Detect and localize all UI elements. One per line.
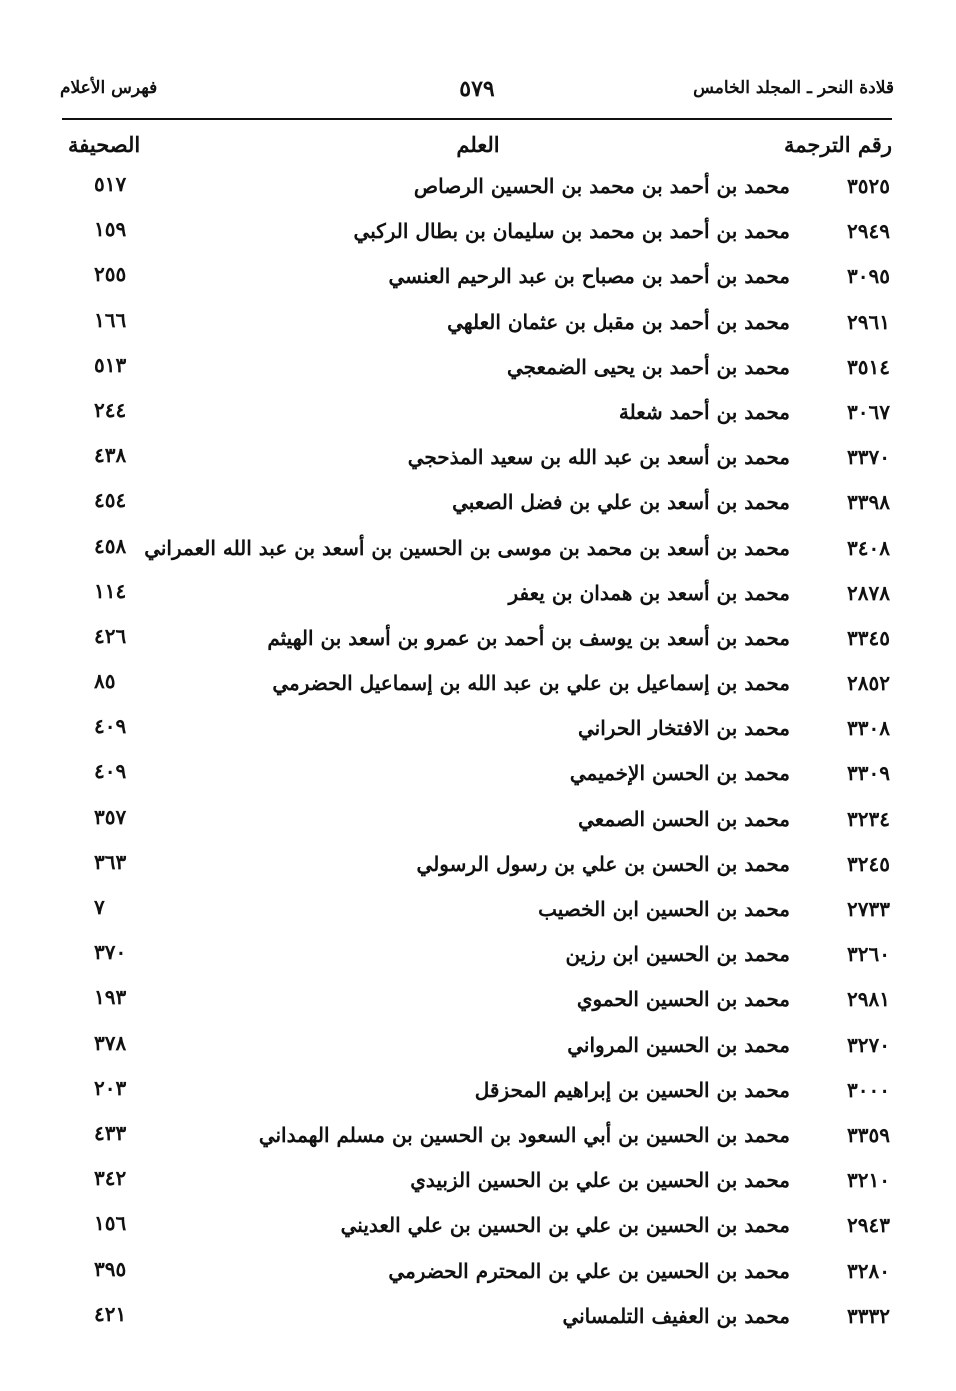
entry-name: محمد بن العفيف التلمساني <box>562 1303 790 1328</box>
index-row <box>0 804 956 852</box>
entry-number: ٣٢٤٥ <box>847 851 890 876</box>
entry-page: ٤٥٤ <box>94 488 127 513</box>
index-row <box>0 578 956 626</box>
entry-page: ٥١٧ <box>94 172 127 196</box>
index-row <box>0 987 956 1032</box>
index-row <box>0 397 956 445</box>
entry-name: محمد بن الحسن بن علي بن رسول الرسولي <box>416 851 790 876</box>
entry-name: محمد بن الحسن الإخميمي <box>569 761 790 786</box>
entry-name: محمد بن أسعد بن علي بن فضل الصعبي <box>452 490 790 515</box>
entry-name: محمد بن أسعد بن عبد الله بن سعيد المذحجي <box>407 445 790 470</box>
entry-name: محمد بن أحمد بن مصباح بن عبد الرحيم العنسي <box>388 264 790 289</box>
entry-number: ٣٢٨٠ <box>847 1258 890 1283</box>
entry-name: محمد بن الحسين ابن رزين <box>565 942 790 967</box>
entry-page: ٨٥ <box>94 669 116 694</box>
column-header-page: الصحيفة <box>68 132 141 157</box>
entry-number: ٣٣٥٩ <box>847 1122 890 1147</box>
entry-page: ٣٦٣ <box>94 849 127 874</box>
index-row <box>0 1030 956 1078</box>
index-row <box>0 1213 956 1258</box>
index-row <box>0 174 956 219</box>
entry-page: ٣٥٧ <box>94 804 127 829</box>
entry-name: محمد بن أحمد بن مقبل بن عثمان العلهي <box>447 309 790 334</box>
index-row <box>0 623 956 671</box>
index-row <box>0 490 956 535</box>
entry-name: محمد بن الحسين بن إبراهيم المحزقل <box>474 1077 790 1102</box>
entry-page: ١٦٦ <box>94 307 127 332</box>
index-row <box>0 897 956 942</box>
entry-number: ٣٠٠٠ <box>847 1077 890 1102</box>
index-row <box>0 307 956 355</box>
entry-number: ٣٣٣٢ <box>847 1303 890 1328</box>
entry-number: ٣٣٤٥ <box>847 625 890 650</box>
entry-number: ٣٢٦٠ <box>847 942 890 967</box>
entry-page: ٣٤٢ <box>94 1166 127 1191</box>
entry-number: ٣٣٧٠ <box>847 445 890 470</box>
entry-number: ٢٩٨١ <box>847 987 890 1012</box>
index-row <box>0 219 956 264</box>
entry-name: محمد بن الحسين بن علي بن الحسين الزبيدي <box>410 1168 790 1193</box>
entry-page: ١٥٦ <box>94 1211 127 1236</box>
book-title: قلادة النحر ـ المجلد الخامس <box>693 78 894 98</box>
entry-page: ٣٩٥ <box>94 1256 127 1281</box>
section-title: فهرس الأعلام <box>60 78 158 98</box>
entry-name: محمد بن أسعد بن همدان بن يعفر <box>508 580 790 605</box>
index-row <box>0 1120 956 1168</box>
index-row <box>0 533 956 581</box>
entry-number: ٣٣٩٨ <box>847 490 890 515</box>
index-row <box>0 264 956 309</box>
entry-name: محمد بن الحسين ابن الخصيب <box>538 897 790 921</box>
running-header <box>60 78 894 112</box>
index-row <box>0 671 956 716</box>
column-header-number: رقم الترجمة <box>783 132 892 157</box>
entry-name: محمد بن أحمد بن محمد بن الحسين الرصاص <box>413 174 790 198</box>
index-list <box>0 174 956 1349</box>
entry-name: محمد بن الحسين بن علي بن المحترم الحضرمي <box>388 1258 790 1283</box>
entry-number: ٣٣٠٨ <box>847 716 890 741</box>
entry-name: محمد بن الحسين الحموي <box>576 987 790 1012</box>
entry-page: ١٩٣ <box>94 985 127 1010</box>
entry-page: ٤٢٦ <box>94 623 127 648</box>
entry-number: ٣٢٧٠ <box>847 1032 890 1057</box>
entry-name: محمد بن أسعد بن محمد بن موسى بن الحسين بن أسعد بن عبد الله العمراني <box>144 535 790 560</box>
entry-page: ٢٠٣ <box>94 1075 127 1100</box>
entry-page: ٥١٣ <box>94 352 127 377</box>
entry-number: ٣٢٣٤ <box>847 806 890 831</box>
entry-page: ٤٣٣ <box>94 1120 127 1145</box>
entry-page: ٤٢١ <box>94 1301 127 1326</box>
entry-name: محمد بن إسماعيل بن علي بن عبد الله بن إسماعيل الحضرمي <box>272 671 790 696</box>
index-row <box>0 716 956 761</box>
entry-number: ٣٥٢٥ <box>847 174 890 198</box>
entry-number: ٢٨٥٢ <box>847 671 890 696</box>
entry-page: ٣٧٠ <box>94 940 127 965</box>
entry-page: ١١٤ <box>94 578 127 603</box>
entry-name: محمد بن الحسين بن علي بن الحسين بن علي العديني <box>340 1213 790 1238</box>
entry-number: ٣٠٦٧ <box>847 399 890 424</box>
entry-number: ٢٨٧٨ <box>847 580 890 605</box>
entry-number: ٣٣٠٩ <box>847 761 890 786</box>
entry-name: محمد بن أسعد بن يوسف بن أحمد بن عمرو بن أسعد بن الهيثم <box>267 625 790 650</box>
index-row <box>0 1301 956 1349</box>
entry-page: ٤٥٨ <box>94 533 127 558</box>
entry-name: محمد بن الافتخار الحراني <box>578 716 790 741</box>
index-row <box>0 445 956 490</box>
index-row <box>0 942 956 987</box>
entry-page: ٤٠٩ <box>94 714 127 739</box>
entry-number: ٣٥١٤ <box>847 354 890 379</box>
entry-page: ٢٥٥ <box>94 262 127 287</box>
entry-number: ٢٩٤٩ <box>847 219 890 244</box>
index-row <box>0 1168 956 1213</box>
entry-number: ٢٧٣٣ <box>847 897 890 921</box>
entry-number: ٢٩٤٣ <box>847 1213 890 1238</box>
header-rule <box>62 118 892 120</box>
entry-name: محمد بن أحمد شعلة <box>618 399 790 424</box>
entry-page: ٧ <box>94 895 105 919</box>
index-row <box>0 1075 956 1123</box>
column-header-name: العلم <box>456 132 500 157</box>
entry-name: محمد بن أحمد بن يحيى الضمعجي <box>506 354 790 379</box>
entry-name: محمد بن أحمد بن محمد بن سليمان بن بطال الركبي <box>353 219 790 244</box>
index-row <box>0 849 956 897</box>
index-row <box>0 352 956 400</box>
entry-number: ٣٠٩٥ <box>847 264 890 289</box>
index-row <box>0 761 956 806</box>
entry-name: محمد بن الحسن الصمعي <box>578 806 790 831</box>
entry-page: ٤٣٨ <box>94 443 127 468</box>
entry-number: ٣٤٠٨ <box>847 535 890 560</box>
entry-page: ٢٤٤ <box>94 397 127 422</box>
entry-number: ٢٩٦١ <box>847 309 890 334</box>
entry-page: ٣٧٨ <box>94 1030 127 1055</box>
entry-name: محمد بن الحسين بن أبي السعود بن الحسين بن مسلم الهمداني <box>258 1122 790 1147</box>
entry-name: محمد بن الحسين المرواني <box>567 1032 790 1057</box>
entry-number: ٣٢١٠ <box>847 1168 890 1193</box>
index-row <box>0 1256 956 1304</box>
page-number: ٥٧٩ <box>459 76 495 102</box>
entry-page: ٤٠٩ <box>94 759 127 784</box>
entry-page: ١٥٩ <box>94 217 127 242</box>
